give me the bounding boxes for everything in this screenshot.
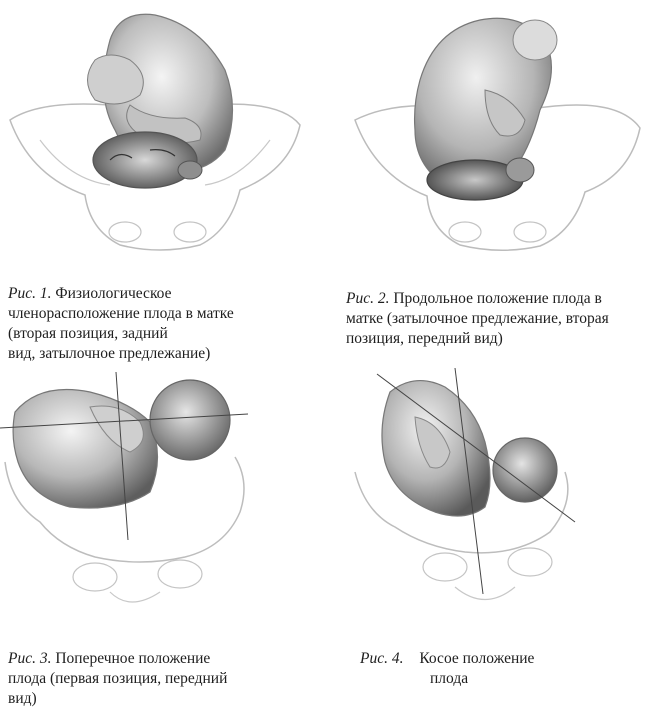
figure-1-caption-line-3: (вторая позиция, задний xyxy=(8,325,168,342)
figure-1-caption xyxy=(8,284,284,364)
figure-3-caption-line-2: плода (первая позиция, передний xyxy=(8,670,228,687)
figure-2-illustration xyxy=(335,0,650,260)
figure-3-caption-line-1: Рис. 3. Поперечное положение xyxy=(8,650,211,667)
figure-4-label: Рис. 4. xyxy=(360,650,404,667)
figure-3-illustration xyxy=(0,362,325,632)
figure-4-caption-line-1: Рис. 4. Косое положение xyxy=(360,650,535,667)
figure-3-label: Рис. 3. xyxy=(8,650,52,667)
figure-1-label: Рис. 1. xyxy=(8,285,52,302)
figure-4-caption-line-2: плода xyxy=(430,670,469,687)
figure-1-caption-line-1: Рис. 1. Физиологическое xyxy=(8,285,172,302)
figure-1-caption-line-4: вид, затылочное предлежание) xyxy=(8,345,211,362)
figure-1-illustration xyxy=(0,0,325,260)
figure-1-caption-line-2: членорасположение плода в матке xyxy=(8,305,234,322)
figure-2-caption-line-1: Рис. 2. Продольное положение плода в xyxy=(346,290,602,307)
figure-2-caption-line-2: матке (затылочное предлежание, вторая xyxy=(346,310,609,327)
figure-2-caption xyxy=(346,289,644,349)
figure-3-caption-line-3: вид) xyxy=(8,690,37,707)
figure-2-caption-line-3: позиция, передний вид) xyxy=(346,330,503,347)
figure-4-illustration xyxy=(335,362,650,632)
figure-2-label: Рис. 2. xyxy=(346,290,390,307)
figure-3-caption xyxy=(8,649,248,709)
figure-4-caption xyxy=(360,649,600,689)
